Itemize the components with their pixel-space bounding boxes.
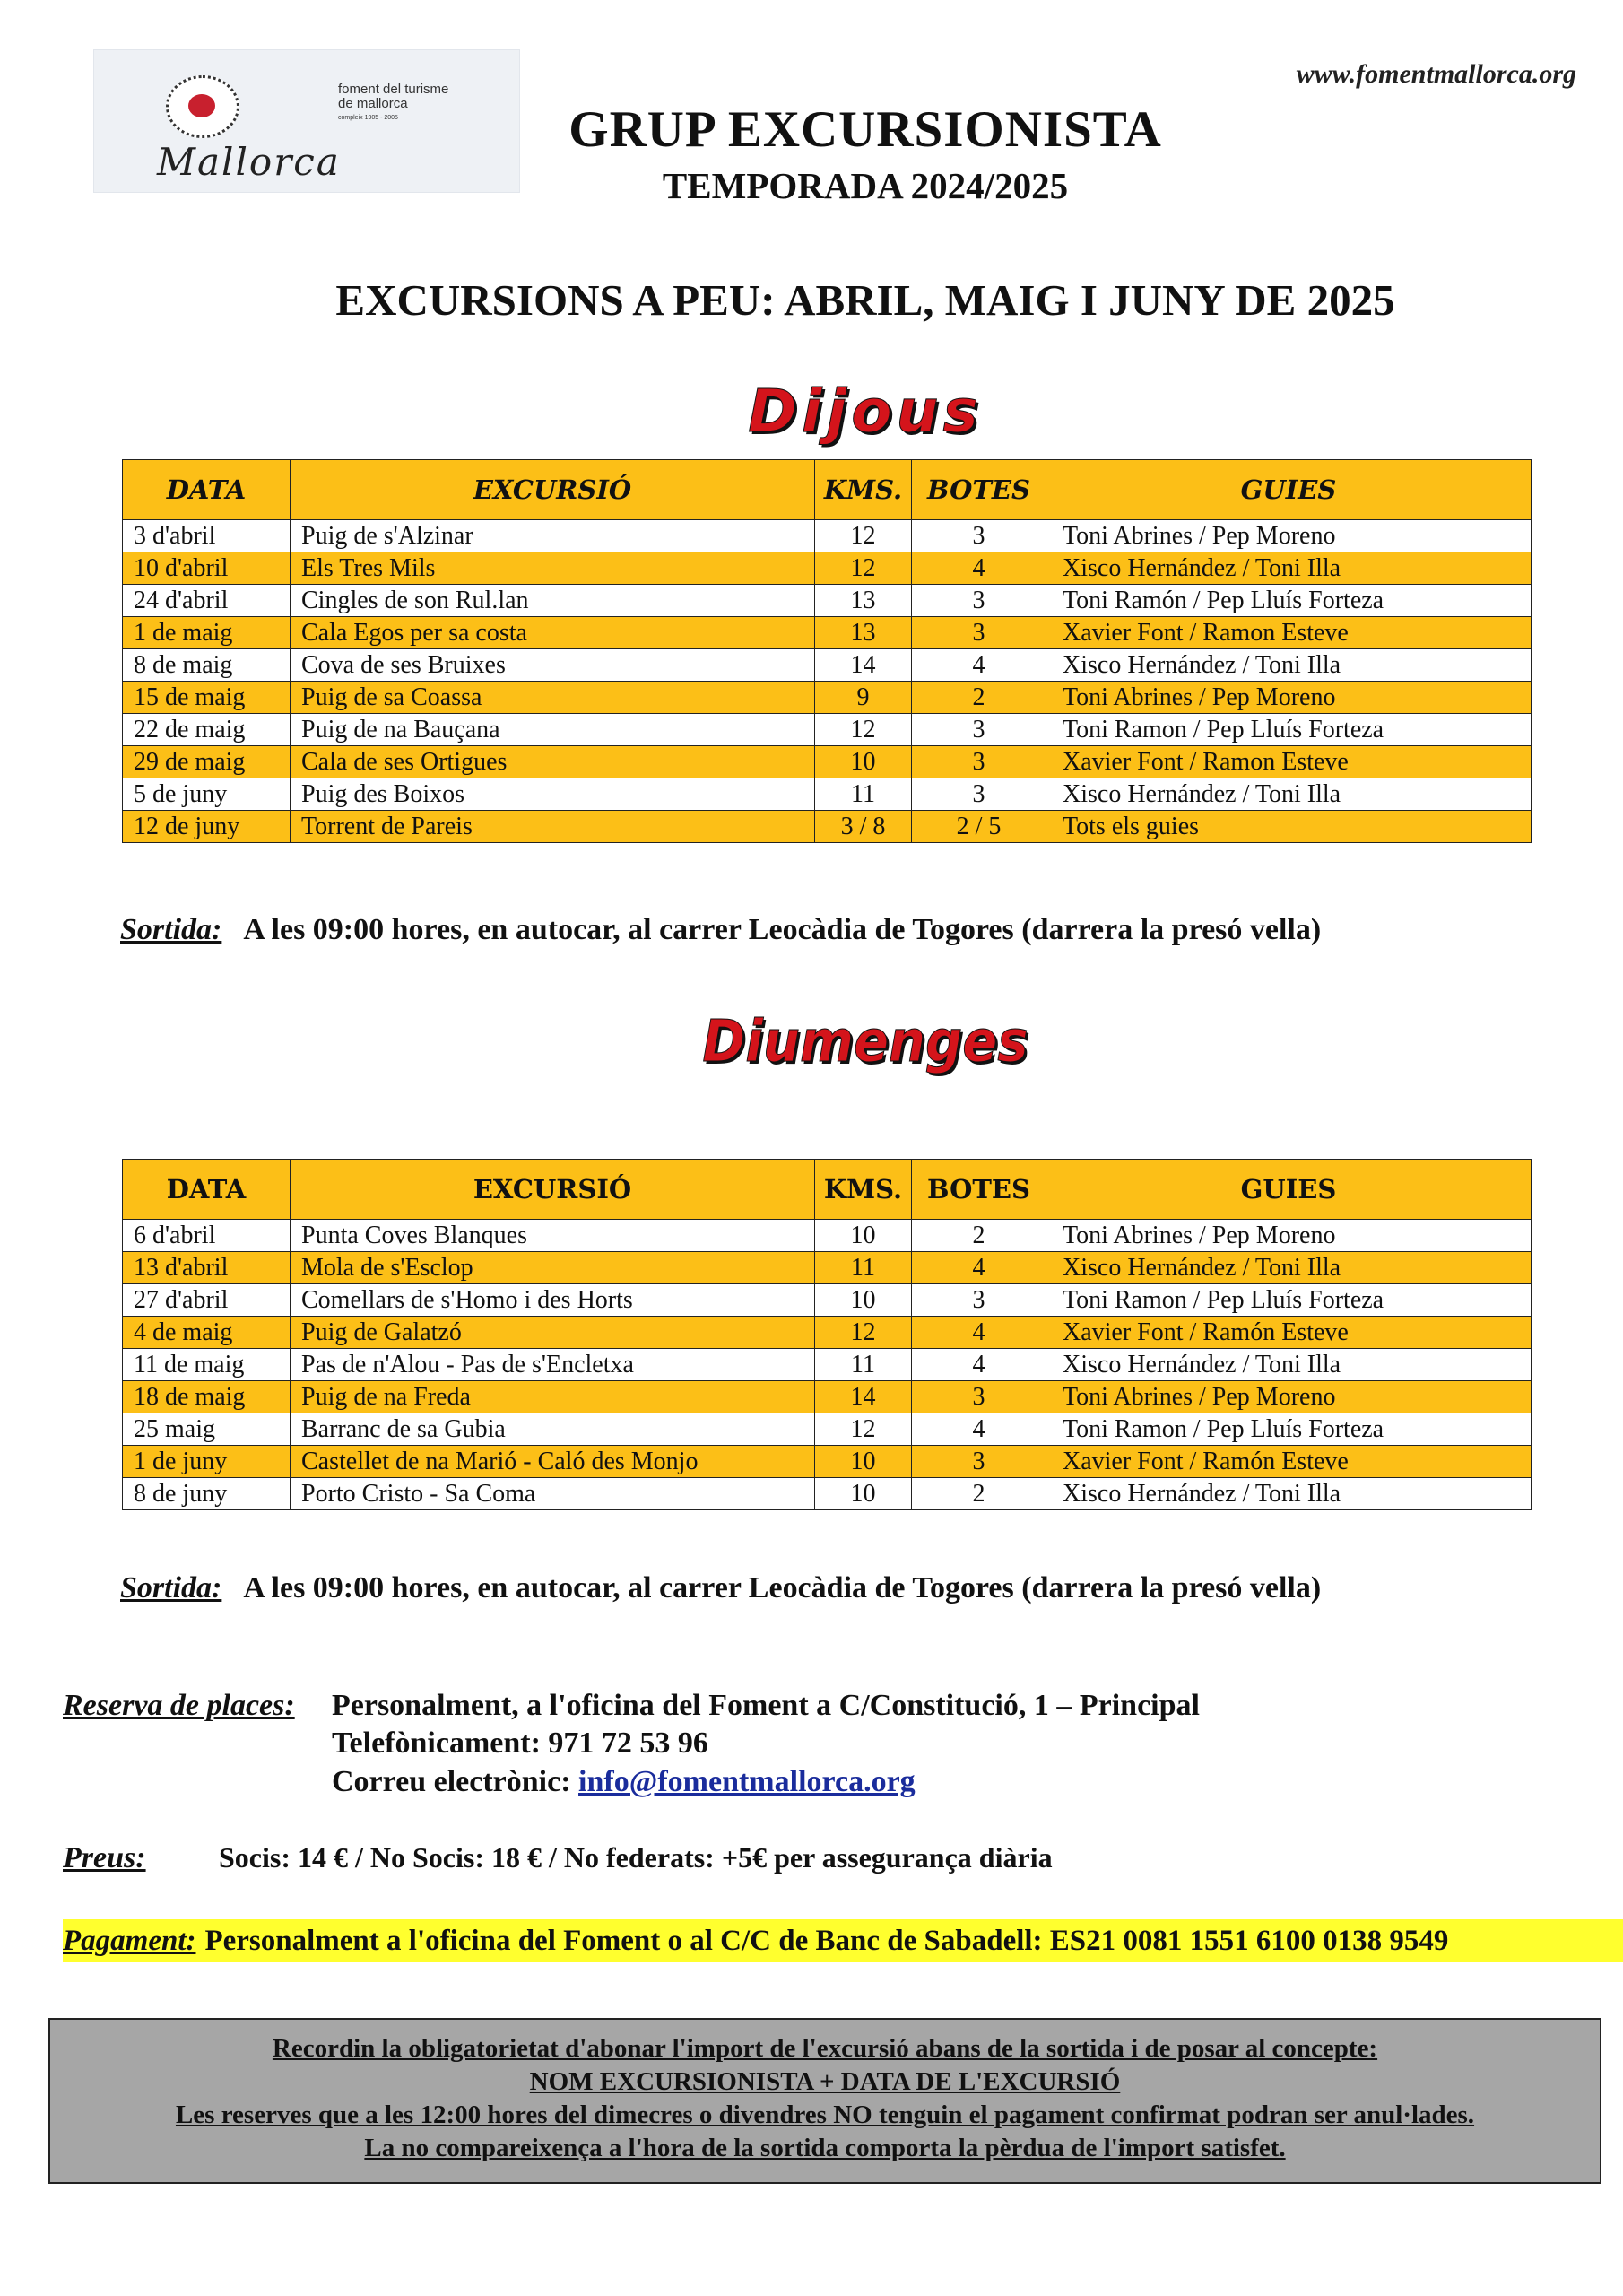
- cell-guides: Toni Ramon / Pep Lluís Forteza: [1046, 1413, 1532, 1446]
- cell-boots: 3: [912, 1446, 1046, 1478]
- notice-box: [48, 2018, 1601, 2184]
- cell-date: 6 d'abril: [123, 1220, 291, 1252]
- col-date: DATA: [123, 460, 291, 520]
- table-row: [123, 1478, 1532, 1510]
- cell-boots: 3: [912, 1284, 1046, 1317]
- notice-line: NOM EXCURSIONISTA + DATA DE L'EXCURSIÓ: [529, 2067, 1121, 2096]
- cell-excursion: Torrent de Pareis: [291, 811, 815, 843]
- cell-guides: Xavier Font / Ramón Esteve: [1046, 1317, 1532, 1349]
- diumenges-title: Diumenges: [702, 1009, 1028, 1075]
- departure-text: A les 09:00 hores, en autocar, al carrer Leocàdia de Togores (darrera la presó vella): [243, 1571, 1322, 1605]
- cell-kms: 13: [815, 617, 912, 649]
- col-date: DATA: [123, 1160, 291, 1220]
- dijous-table-body: [123, 520, 1532, 843]
- cell-date: 10 d'abril: [123, 552, 291, 585]
- cell-excursion: Porto Cristo - Sa Coma: [291, 1478, 815, 1510]
- table-row: [123, 649, 1532, 682]
- cell-date: 11 de maig: [123, 1349, 291, 1381]
- cell-guides: Xavier Font / Ramón Esteve: [1046, 1446, 1532, 1478]
- cell-boots: 4: [912, 649, 1046, 682]
- cell-kms: 3 / 8: [815, 811, 912, 843]
- table-row: [123, 811, 1532, 843]
- reservation-in-person: Personalment, a l'oficina del Foment a C/Constitució, 1 – Principal: [332, 1689, 1200, 1722]
- table-row: [123, 1317, 1532, 1349]
- prices-text: Socis: 14 € / No Socis: 18 € / No federats: +5€ per assegurança diària: [219, 1841, 1053, 1874]
- cell-kms: 10: [815, 1284, 912, 1317]
- cell-boots: 3: [912, 520, 1046, 552]
- payment-label: Pagament:: [63, 1925, 196, 1957]
- col-boots: BOTES: [912, 460, 1046, 520]
- cell-boots: 2: [912, 1220, 1046, 1252]
- col-kms: KMS.: [815, 1160, 912, 1220]
- cell-boots: 3: [912, 778, 1046, 811]
- dijous-table: [122, 459, 1532, 843]
- cell-guides: Toni Ramon / Pep Lluís Forteza: [1046, 714, 1532, 746]
- cell-kms: 9: [815, 682, 912, 714]
- cell-kms: 10: [815, 1446, 912, 1478]
- cell-kms: 12: [815, 714, 912, 746]
- season-subtitle: TEMPORADA 2024/2025: [662, 165, 1069, 206]
- cell-kms: 11: [815, 1252, 912, 1284]
- cell-excursion: Cingles de son Rul.lan: [291, 585, 815, 617]
- cell-boots: 4: [912, 1349, 1046, 1381]
- payment-text: Personalment a l'oficina del Foment o al C/C de Banc de Sabadell: ES21 0081 1551 6100 0138 9549: [204, 1925, 1449, 1957]
- cell-kms: 12: [815, 520, 912, 552]
- table-row: [123, 1381, 1532, 1413]
- cell-guides: Xisco Hernández / Toni Illa: [1046, 1478, 1532, 1510]
- cell-boots: 2: [912, 1478, 1046, 1510]
- col-excursion: EXCURSIÓ: [291, 1160, 815, 1220]
- departure-label: Sortida:: [120, 1571, 222, 1605]
- table-row: [123, 778, 1532, 811]
- cell-guides: Toni Ramón / Pep Lluís Forteza: [1046, 585, 1532, 617]
- cell-boots: 4: [912, 1252, 1046, 1284]
- cell-boots: 3: [912, 1381, 1046, 1413]
- cell-excursion: Puig de na Bauçana: [291, 714, 815, 746]
- departure-text: A les 09:00 hores, en autocar, al carrer Leocàdia de Togores (darrera la presó vella): [243, 913, 1322, 946]
- cell-boots: 3: [912, 714, 1046, 746]
- table-header-row: [123, 1160, 1532, 1220]
- cell-guides: Toni Abrines / Pep Moreno: [1046, 1381, 1532, 1413]
- cell-excursion: Puig de sa Coassa: [291, 682, 815, 714]
- section-heading: EXCURSIONS A PEU: ABRIL, MAIG I JUNY DE 2025: [335, 275, 1395, 325]
- cell-boots: 3: [912, 585, 1046, 617]
- email-link[interactable]: info@fomentmallorca.org: [578, 1765, 916, 1798]
- cell-guides: Xavier Font / Ramon Esteve: [1046, 617, 1532, 649]
- cell-kms: 10: [815, 1220, 912, 1252]
- notice-line: Les reserves que a les 12:00 hores del dimecres o divendres NO tenguin el pagament confirmat podran ser anul·lades.: [175, 2100, 1475, 2129]
- cell-guides: Xisco Hernández / Toni Illa: [1046, 1252, 1532, 1284]
- table-row: [123, 552, 1532, 585]
- cell-excursion: Mola de s'Esclop: [291, 1252, 815, 1284]
- cell-date: 12 de juny: [123, 811, 291, 843]
- cell-excursion: Puig des Boixos: [291, 778, 815, 811]
- cell-excursion: Cala Egos per sa costa: [291, 617, 815, 649]
- table-row: [123, 520, 1532, 552]
- cell-kms: 12: [815, 1413, 912, 1446]
- cell-date: 27 d'abril: [123, 1284, 291, 1317]
- cell-guides: Xisco Hernández / Toni Illa: [1046, 1349, 1532, 1381]
- cell-guides: Toni Ramon / Pep Lluís Forteza: [1046, 1284, 1532, 1317]
- cell-date: 24 d'abril: [123, 585, 291, 617]
- prices-label: Preus:: [63, 1841, 146, 1874]
- cell-date: 8 de juny: [123, 1478, 291, 1510]
- table-row: [123, 1252, 1532, 1284]
- cell-boots: 4: [912, 1317, 1046, 1349]
- reservation-phone: Telefònicament: 971 72 53 96: [332, 1726, 708, 1760]
- cell-kms: 12: [815, 552, 912, 585]
- diumenges-table: [122, 1159, 1532, 1510]
- cell-date: 15 de maig: [123, 682, 291, 714]
- payment-bar: [63, 1919, 1623, 1962]
- cell-kms: 13: [815, 585, 912, 617]
- diumenges-table-body: [123, 1220, 1532, 1510]
- table-row: [123, 714, 1532, 746]
- diumenges-departure: [120, 1571, 1321, 1605]
- cell-date: 1 de juny: [123, 1446, 291, 1478]
- cell-date: 8 de maig: [123, 649, 291, 682]
- logo-subtext: compleix 1905 - 2005: [338, 115, 398, 121]
- cell-boots: 2: [912, 682, 1046, 714]
- table-row: [123, 617, 1532, 649]
- cell-guides: Xavier Font / Ramon Esteve: [1046, 746, 1532, 778]
- cell-boots: 4: [912, 552, 1046, 585]
- cell-date: 29 de maig: [123, 746, 291, 778]
- col-kms: KMS.: [815, 460, 912, 520]
- cell-date: 5 de juny: [123, 778, 291, 811]
- dijous-title: Dijous: [748, 377, 983, 446]
- page-title: GRUP EXCURSIONISTA: [568, 101, 1162, 158]
- col-guides: GUIES: [1046, 1160, 1532, 1220]
- logo-name: foment del turisme de mallorca: [338, 82, 449, 111]
- table-row: [123, 1284, 1532, 1317]
- cell-kms: 14: [815, 1381, 912, 1413]
- table-row: [123, 1220, 1532, 1252]
- cell-excursion: Puig de na Freda: [291, 1381, 815, 1413]
- cell-excursion: Puig de Galatzó: [291, 1317, 815, 1349]
- email-label: Correu electrònic:: [332, 1765, 571, 1798]
- cell-excursion: Pas de n'Alou - Pas de s'Encletxa: [291, 1349, 815, 1381]
- cell-guides: Toni Abrines / Pep Moreno: [1046, 1220, 1532, 1252]
- cell-boots: 2 / 5: [912, 811, 1046, 843]
- cell-guides: Xisco Hernández / Toni Illa: [1046, 649, 1532, 682]
- cell-kms: 10: [815, 746, 912, 778]
- cell-boots: 3: [912, 617, 1046, 649]
- cell-excursion: Comellars de s'Homo i des Horts: [291, 1284, 815, 1317]
- notice-line: Recordin la obligatorietat d'abonar l'import de l'excursió abans de la sortida i de posar al concepte:: [272, 2034, 1378, 2063]
- table-row: [123, 682, 1532, 714]
- cell-excursion: Cala de ses Ortigues: [291, 746, 815, 778]
- table-row: [123, 1413, 1532, 1446]
- cell-kms: 10: [815, 1478, 912, 1510]
- cell-excursion: Castellet de na Marió - Caló des Monjo: [291, 1446, 815, 1478]
- table-row: [123, 1446, 1532, 1478]
- cell-guides: Toni Abrines / Pep Moreno: [1046, 520, 1532, 552]
- cell-excursion: Els Tres Mils: [291, 552, 815, 585]
- cell-boots: 3: [912, 746, 1046, 778]
- cell-guides: Xisco Hernández / Toni Illa: [1046, 552, 1532, 585]
- table-header-row: [123, 460, 1532, 520]
- cell-guides: Toni Abrines / Pep Moreno: [1046, 682, 1532, 714]
- cell-boots: 4: [912, 1413, 1046, 1446]
- col-boots: BOTES: [912, 1160, 1046, 1220]
- cell-excursion: Barranc de sa Gubia: [291, 1413, 815, 1446]
- cell-date: 3 d'abril: [123, 520, 291, 552]
- table-row: [123, 1349, 1532, 1381]
- table-row: [123, 585, 1532, 617]
- cell-date: 13 d'abril: [123, 1252, 291, 1284]
- cell-guides: Tots els guies: [1046, 811, 1532, 843]
- cell-excursion: Puig de s'Alzinar: [291, 520, 815, 552]
- dijous-departure: [120, 913, 1321, 947]
- departure-label: Sortida:: [120, 913, 222, 946]
- col-excursion: EXCURSIÓ: [291, 460, 815, 520]
- cell-kms: 12: [815, 1317, 912, 1349]
- col-guides: GUIES: [1046, 460, 1532, 520]
- cell-kms: 11: [815, 778, 912, 811]
- cell-date: 1 de maig: [123, 617, 291, 649]
- reservation-label: Reserva de places:: [63, 1689, 295, 1722]
- cell-kms: 11: [815, 1349, 912, 1381]
- logo-script: Mallorca: [157, 140, 341, 184]
- cell-date: 4 de maig: [123, 1317, 291, 1349]
- table-row: [123, 746, 1532, 778]
- cell-guides: Xisco Hernández / Toni Illa: [1046, 778, 1532, 811]
- cell-excursion: Punta Coves Blanques: [291, 1220, 815, 1252]
- reservation-email: [332, 1765, 916, 1799]
- cell-date: 18 de maig: [123, 1381, 291, 1413]
- website-link[interactable]: www.fomentmallorca.org: [1296, 59, 1576, 89]
- cell-kms: 14: [815, 649, 912, 682]
- cell-date: 25 maig: [123, 1413, 291, 1446]
- cell-date: 22 de maig: [123, 714, 291, 746]
- notice-line: La no compareixença a l'hora de la sortida comporta la pèrdua de l'import satisfet.: [364, 2134, 1286, 2162]
- cell-excursion: Cova de ses Bruixes: [291, 649, 815, 682]
